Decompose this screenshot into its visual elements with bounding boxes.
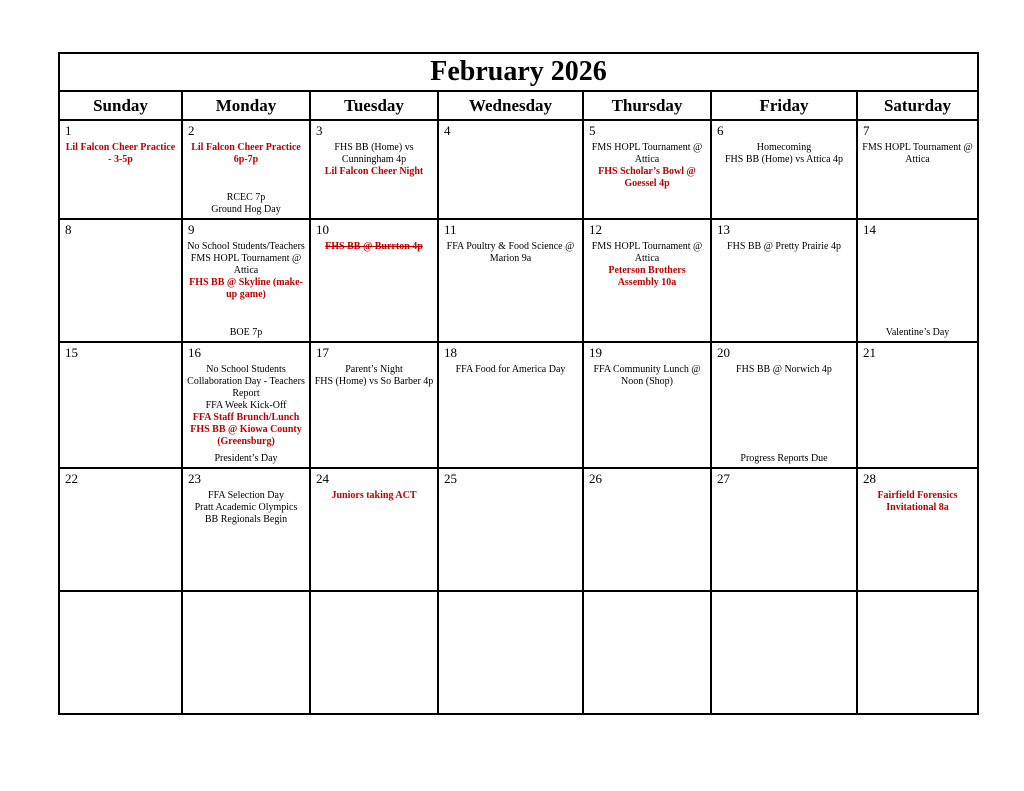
day-cell[interactable] bbox=[439, 343, 584, 467]
day-number: 27 bbox=[717, 471, 730, 486]
calendar-event: FFA Staff Brunch/Lunch bbox=[192, 412, 300, 423]
day-events bbox=[587, 241, 707, 289]
day-number: 5 bbox=[589, 123, 596, 138]
day-cell[interactable] bbox=[439, 121, 584, 218]
day-number: 12 bbox=[589, 222, 602, 237]
day-cell[interactable] bbox=[858, 343, 977, 467]
weekday-header-monday: Monday bbox=[183, 92, 311, 119]
day-events bbox=[186, 490, 306, 526]
day-events bbox=[442, 241, 579, 265]
week-row bbox=[60, 121, 977, 220]
calendar-event: FFA Selection Day bbox=[208, 490, 284, 501]
day-events bbox=[861, 490, 974, 514]
day-events bbox=[587, 364, 707, 388]
calendar-event: Pratt Academic Olympics bbox=[194, 502, 298, 513]
calendar-event: FHS BB @ Kiowa County (Greensburg) bbox=[190, 424, 302, 447]
day-number: 21 bbox=[863, 345, 876, 360]
day-number: 10 bbox=[316, 222, 329, 237]
calendar-title: February 2026 bbox=[430, 56, 607, 87]
day-cell[interactable] bbox=[439, 220, 584, 341]
calendar-note: RCEC 7p bbox=[226, 192, 266, 203]
day-cell[interactable] bbox=[584, 469, 712, 590]
day-number: 7 bbox=[863, 123, 870, 138]
day-events bbox=[715, 241, 853, 253]
week-row bbox=[60, 592, 977, 715]
day-number: 19 bbox=[589, 345, 602, 360]
day-cell[interactable] bbox=[60, 592, 183, 715]
day-footer-notes bbox=[186, 192, 306, 216]
day-number: 25 bbox=[444, 471, 457, 486]
day-number: 11 bbox=[444, 222, 457, 237]
day-cell[interactable] bbox=[584, 121, 712, 218]
day-cell[interactable] bbox=[183, 469, 311, 590]
day-cell[interactable] bbox=[60, 121, 183, 218]
day-number: 18 bbox=[444, 345, 457, 360]
day-footer-notes bbox=[715, 453, 853, 465]
calendar-event: FFA Poultry & Food Science @ Marion 9a bbox=[446, 241, 575, 264]
day-cell[interactable] bbox=[858, 220, 977, 341]
day-number: 8 bbox=[65, 222, 72, 237]
day-cell[interactable] bbox=[584, 592, 712, 715]
calendar-event: BB Regionals Begin bbox=[204, 514, 288, 525]
calendar-note: Ground Hog Day bbox=[211, 204, 281, 215]
day-events bbox=[314, 490, 434, 502]
weekday-header-thursday: Thursday bbox=[584, 92, 712, 119]
day-number: 16 bbox=[188, 345, 201, 360]
day-cell[interactable] bbox=[712, 469, 858, 590]
day-events bbox=[186, 142, 306, 166]
day-cell[interactable] bbox=[311, 592, 439, 715]
day-number: 9 bbox=[188, 222, 195, 237]
day-number: 13 bbox=[717, 222, 730, 237]
day-events bbox=[186, 241, 306, 301]
calendar-event: FHS Scholar’s Bowl @ Goessel 4p bbox=[598, 166, 696, 189]
calendar-event: Juniors taking ACT bbox=[331, 490, 417, 501]
day-number: 23 bbox=[188, 471, 201, 486]
calendar-event: No School Students Collaboration Day - Teachers Report bbox=[187, 364, 305, 399]
day-events bbox=[715, 364, 853, 376]
day-cell[interactable] bbox=[60, 220, 183, 341]
day-number: 4 bbox=[444, 123, 451, 138]
day-number: 22 bbox=[65, 471, 78, 486]
calendar-note: BOE 7p bbox=[229, 327, 263, 338]
day-events bbox=[314, 241, 434, 253]
calendar-event: FMS HOPL Tournament @ Attica bbox=[591, 241, 703, 264]
calendar-event: FFA Week Kick-Off bbox=[205, 400, 287, 411]
day-number: 17 bbox=[316, 345, 329, 360]
day-number: 28 bbox=[863, 471, 876, 486]
calendar-note: President’s Day bbox=[214, 453, 278, 464]
day-cell[interactable] bbox=[584, 220, 712, 341]
calendar-event: Lil Falcon Cheer Practice - 3-5p bbox=[65, 142, 176, 165]
day-cell[interactable] bbox=[584, 343, 712, 467]
calendar-event: Lil Falcon Cheer Practice 6p-7p bbox=[191, 142, 301, 165]
calendar-title-bar bbox=[60, 54, 977, 92]
calendar-note: Progress Reports Due bbox=[740, 453, 828, 464]
day-events bbox=[63, 142, 178, 166]
calendar-event: FHS BB (Home) vs Attica 4p bbox=[724, 154, 844, 165]
calendar-event: FHS BB @ Skyline (make-up game) bbox=[189, 277, 303, 300]
calendar-event: Homecoming bbox=[756, 142, 812, 153]
week-row bbox=[60, 343, 977, 469]
weekday-header-sunday: Sunday bbox=[60, 92, 183, 119]
day-footer-notes bbox=[861, 327, 974, 339]
calendar-note: Valentine’s Day bbox=[885, 327, 950, 338]
calendar-event: FHS BB (Home) vs Cunningham 4p bbox=[334, 142, 414, 165]
calendar-event: FMS HOPL Tournament @ Attica bbox=[591, 142, 703, 165]
day-cell[interactable] bbox=[858, 121, 977, 218]
day-events bbox=[587, 142, 707, 190]
day-cell[interactable] bbox=[183, 121, 311, 218]
day-cell[interactable] bbox=[858, 469, 977, 590]
day-cell[interactable] bbox=[183, 343, 311, 467]
calendar-event: Parent’s Night bbox=[345, 364, 403, 375]
day-number: 24 bbox=[316, 471, 329, 486]
weekday-header-wednesday: Wednesday bbox=[439, 92, 584, 119]
day-number: 15 bbox=[65, 345, 78, 360]
day-number: 14 bbox=[863, 222, 876, 237]
calendar-event: No School Students/Teachers bbox=[187, 241, 305, 252]
week-row bbox=[60, 469, 977, 592]
weekday-header-saturday: Saturday bbox=[883, 95, 952, 115]
day-cell[interactable] bbox=[712, 121, 858, 218]
day-events bbox=[861, 142, 974, 166]
day-number: 2 bbox=[188, 123, 195, 138]
day-events bbox=[186, 364, 306, 448]
calendar-event: FMS HOPL Tournament @ Attica bbox=[190, 253, 302, 276]
day-cell[interactable] bbox=[439, 469, 584, 590]
day-cell[interactable] bbox=[712, 220, 858, 341]
day-events bbox=[715, 142, 853, 166]
calendar-event: Peterson Brothers Assembly 10a bbox=[608, 265, 686, 288]
day-number: 26 bbox=[589, 471, 602, 486]
calendar-event: FFA Community Lunch @ Noon (Shop) bbox=[593, 364, 701, 387]
calendar-event: FHS BB @ Pretty Prairie 4p bbox=[727, 241, 841, 252]
day-cell[interactable] bbox=[183, 592, 311, 715]
calendar-event: FMS HOPL Tournament @ Attica bbox=[862, 142, 973, 165]
day-number: 3 bbox=[316, 123, 323, 138]
day-cell[interactable] bbox=[60, 343, 183, 467]
calendar-event: Fairfield Forensics Invitational 8a bbox=[877, 490, 958, 513]
day-events bbox=[314, 364, 434, 388]
calendar-event: FFA Food for America Day bbox=[455, 364, 566, 375]
calendar-grid bbox=[58, 52, 979, 715]
day-events bbox=[314, 142, 434, 178]
calendar-event: FHS (Home) vs So Barber 4p bbox=[314, 376, 434, 387]
day-footer-notes bbox=[186, 453, 306, 465]
day-cell[interactable] bbox=[858, 592, 977, 715]
day-cell[interactable] bbox=[311, 220, 439, 341]
day-cell[interactable] bbox=[311, 121, 439, 218]
day-cell[interactable] bbox=[712, 343, 858, 467]
day-number: 1 bbox=[65, 123, 72, 138]
calendar-event: Lil Falcon Cheer Night bbox=[324, 166, 424, 177]
day-cell[interactable] bbox=[712, 592, 858, 715]
day-cell[interactable] bbox=[311, 469, 439, 590]
calendar-event: FHS BB @ Norwich 4p bbox=[736, 364, 832, 375]
day-cell[interactable] bbox=[439, 592, 584, 715]
weekday-header-row bbox=[60, 92, 977, 121]
day-cell[interactable] bbox=[60, 469, 183, 590]
day-number: 6 bbox=[717, 123, 724, 138]
day-cell[interactable] bbox=[183, 220, 311, 341]
day-footer-notes bbox=[186, 327, 306, 339]
day-events bbox=[442, 364, 579, 376]
weekday-header-tuesday: Tuesday bbox=[311, 92, 439, 119]
week-row bbox=[60, 220, 977, 343]
day-number: 20 bbox=[717, 345, 730, 360]
weekday-header-friday: Friday bbox=[712, 92, 858, 119]
day-cell[interactable] bbox=[311, 343, 439, 467]
calendar-event: FHS BB @ Burrton 4p bbox=[325, 241, 423, 252]
